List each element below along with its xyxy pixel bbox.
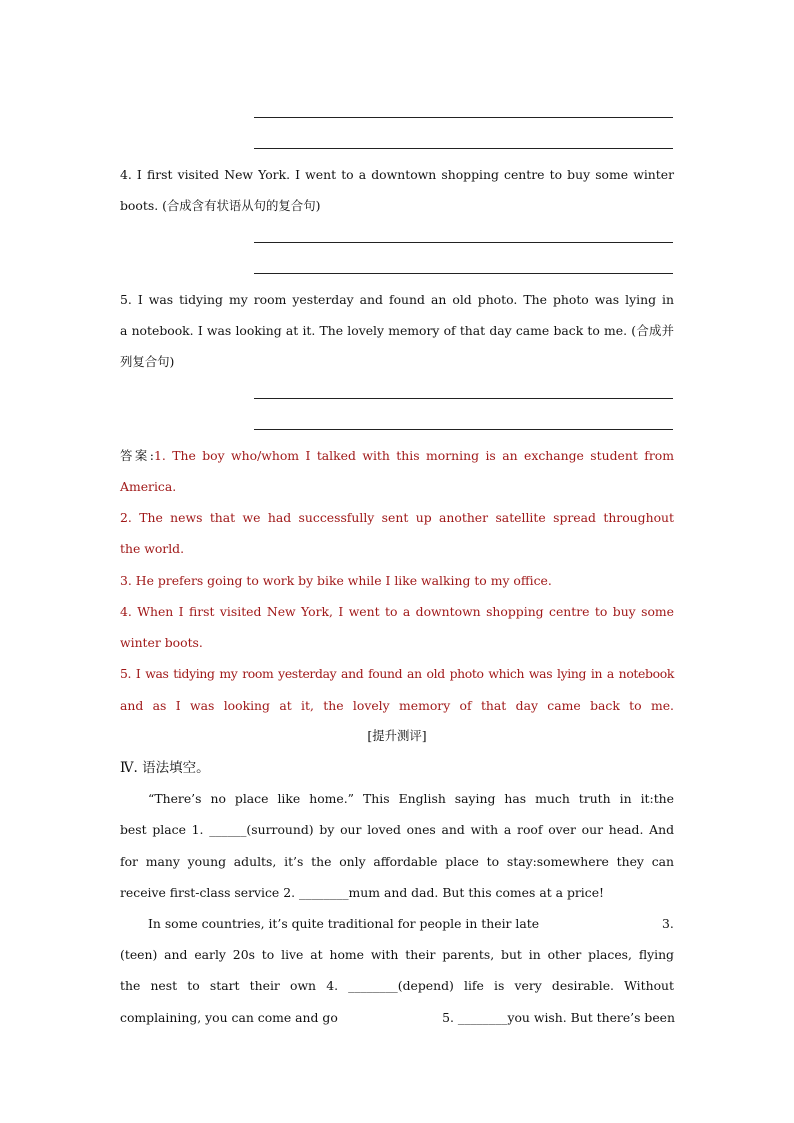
answer-1-line-1 (120, 448, 674, 464)
passage-line: for many young adults, it’s the only affordable place to stay:somewhere they can (120, 854, 674, 869)
answer-5-line-1: 5. I was tidying my room yesterday and found an old photo which was lying in a notebook (120, 666, 674, 681)
answer-2-line-2: the world. (120, 541, 185, 556)
answer-1-text: 1. The boy who/whom I talked with this morning is an exchange student from (153, 448, 674, 463)
question-5-line-2: a notebook. I was looking at it. The lovely memory of that day came back to me. (合成并 (120, 323, 674, 338)
answer-4-line-2: winter boots. (120, 635, 203, 650)
passage-line: complaining, you can come and go (120, 1010, 338, 1025)
part-4-heading: Ⅳ. 语法填空。 (120, 760, 210, 776)
passage-line: receive first-class service 2. ________mum and dad. But this comes at a price! (120, 885, 605, 900)
passage-line: 5. ________you wish. But there’s been (442, 1010, 675, 1025)
passage-line: best place 1. ______(surround) by our loved ones and with a roof over our head. And (120, 822, 674, 837)
answer-line[interactable] (254, 242, 673, 243)
section-title: [提升测评] (367, 728, 427, 743)
answer-3: 3. He prefers going to work by bike while I like walking to my office. (120, 573, 552, 588)
passage-line: 3. (662, 916, 674, 931)
answer-5-line-2: and as I was looking at it, the lovely memory of that day came back to me. (120, 698, 674, 713)
answer-line[interactable] (254, 398, 673, 399)
answer-2-line-1: 2. The news that we had successfully sent up another satellite spread throughout (120, 510, 674, 525)
passage-line: In some countries, it’s quite traditional for people in their late (148, 916, 540, 931)
passage-line: “There’s no place like home.” This English saying has much truth in it:the (148, 791, 674, 806)
answer-1-line-2: America. (120, 479, 177, 494)
answer-4-line-1: 4. When I first visited New York, I went to a downtown shopping centre to buy some (120, 604, 674, 619)
answer-label: 答案: (120, 448, 154, 463)
answer-line[interactable] (254, 429, 673, 430)
answer-line[interactable] (254, 148, 673, 149)
question-5-line-3: 列复合句) (120, 354, 175, 369)
question-5-line-1: 5. I was tidying my room yesterday and found an old photo. The photo was lying in (120, 292, 674, 307)
question-4-line-1: 4. I first visited New York. I went to a downtown shopping centre to buy some winter (120, 167, 674, 182)
answer-line[interactable] (254, 117, 673, 118)
answer-line[interactable] (254, 273, 673, 274)
question-4-line-2: boots. (合成含有状语从句的复合句) (120, 198, 321, 213)
passage-line: the nest to start their own 4. ________(depend) life is very desirable. Without (120, 978, 674, 993)
passage-line: (teen) and early 20s to live at home with their parents, but in other places, flying (120, 947, 674, 962)
